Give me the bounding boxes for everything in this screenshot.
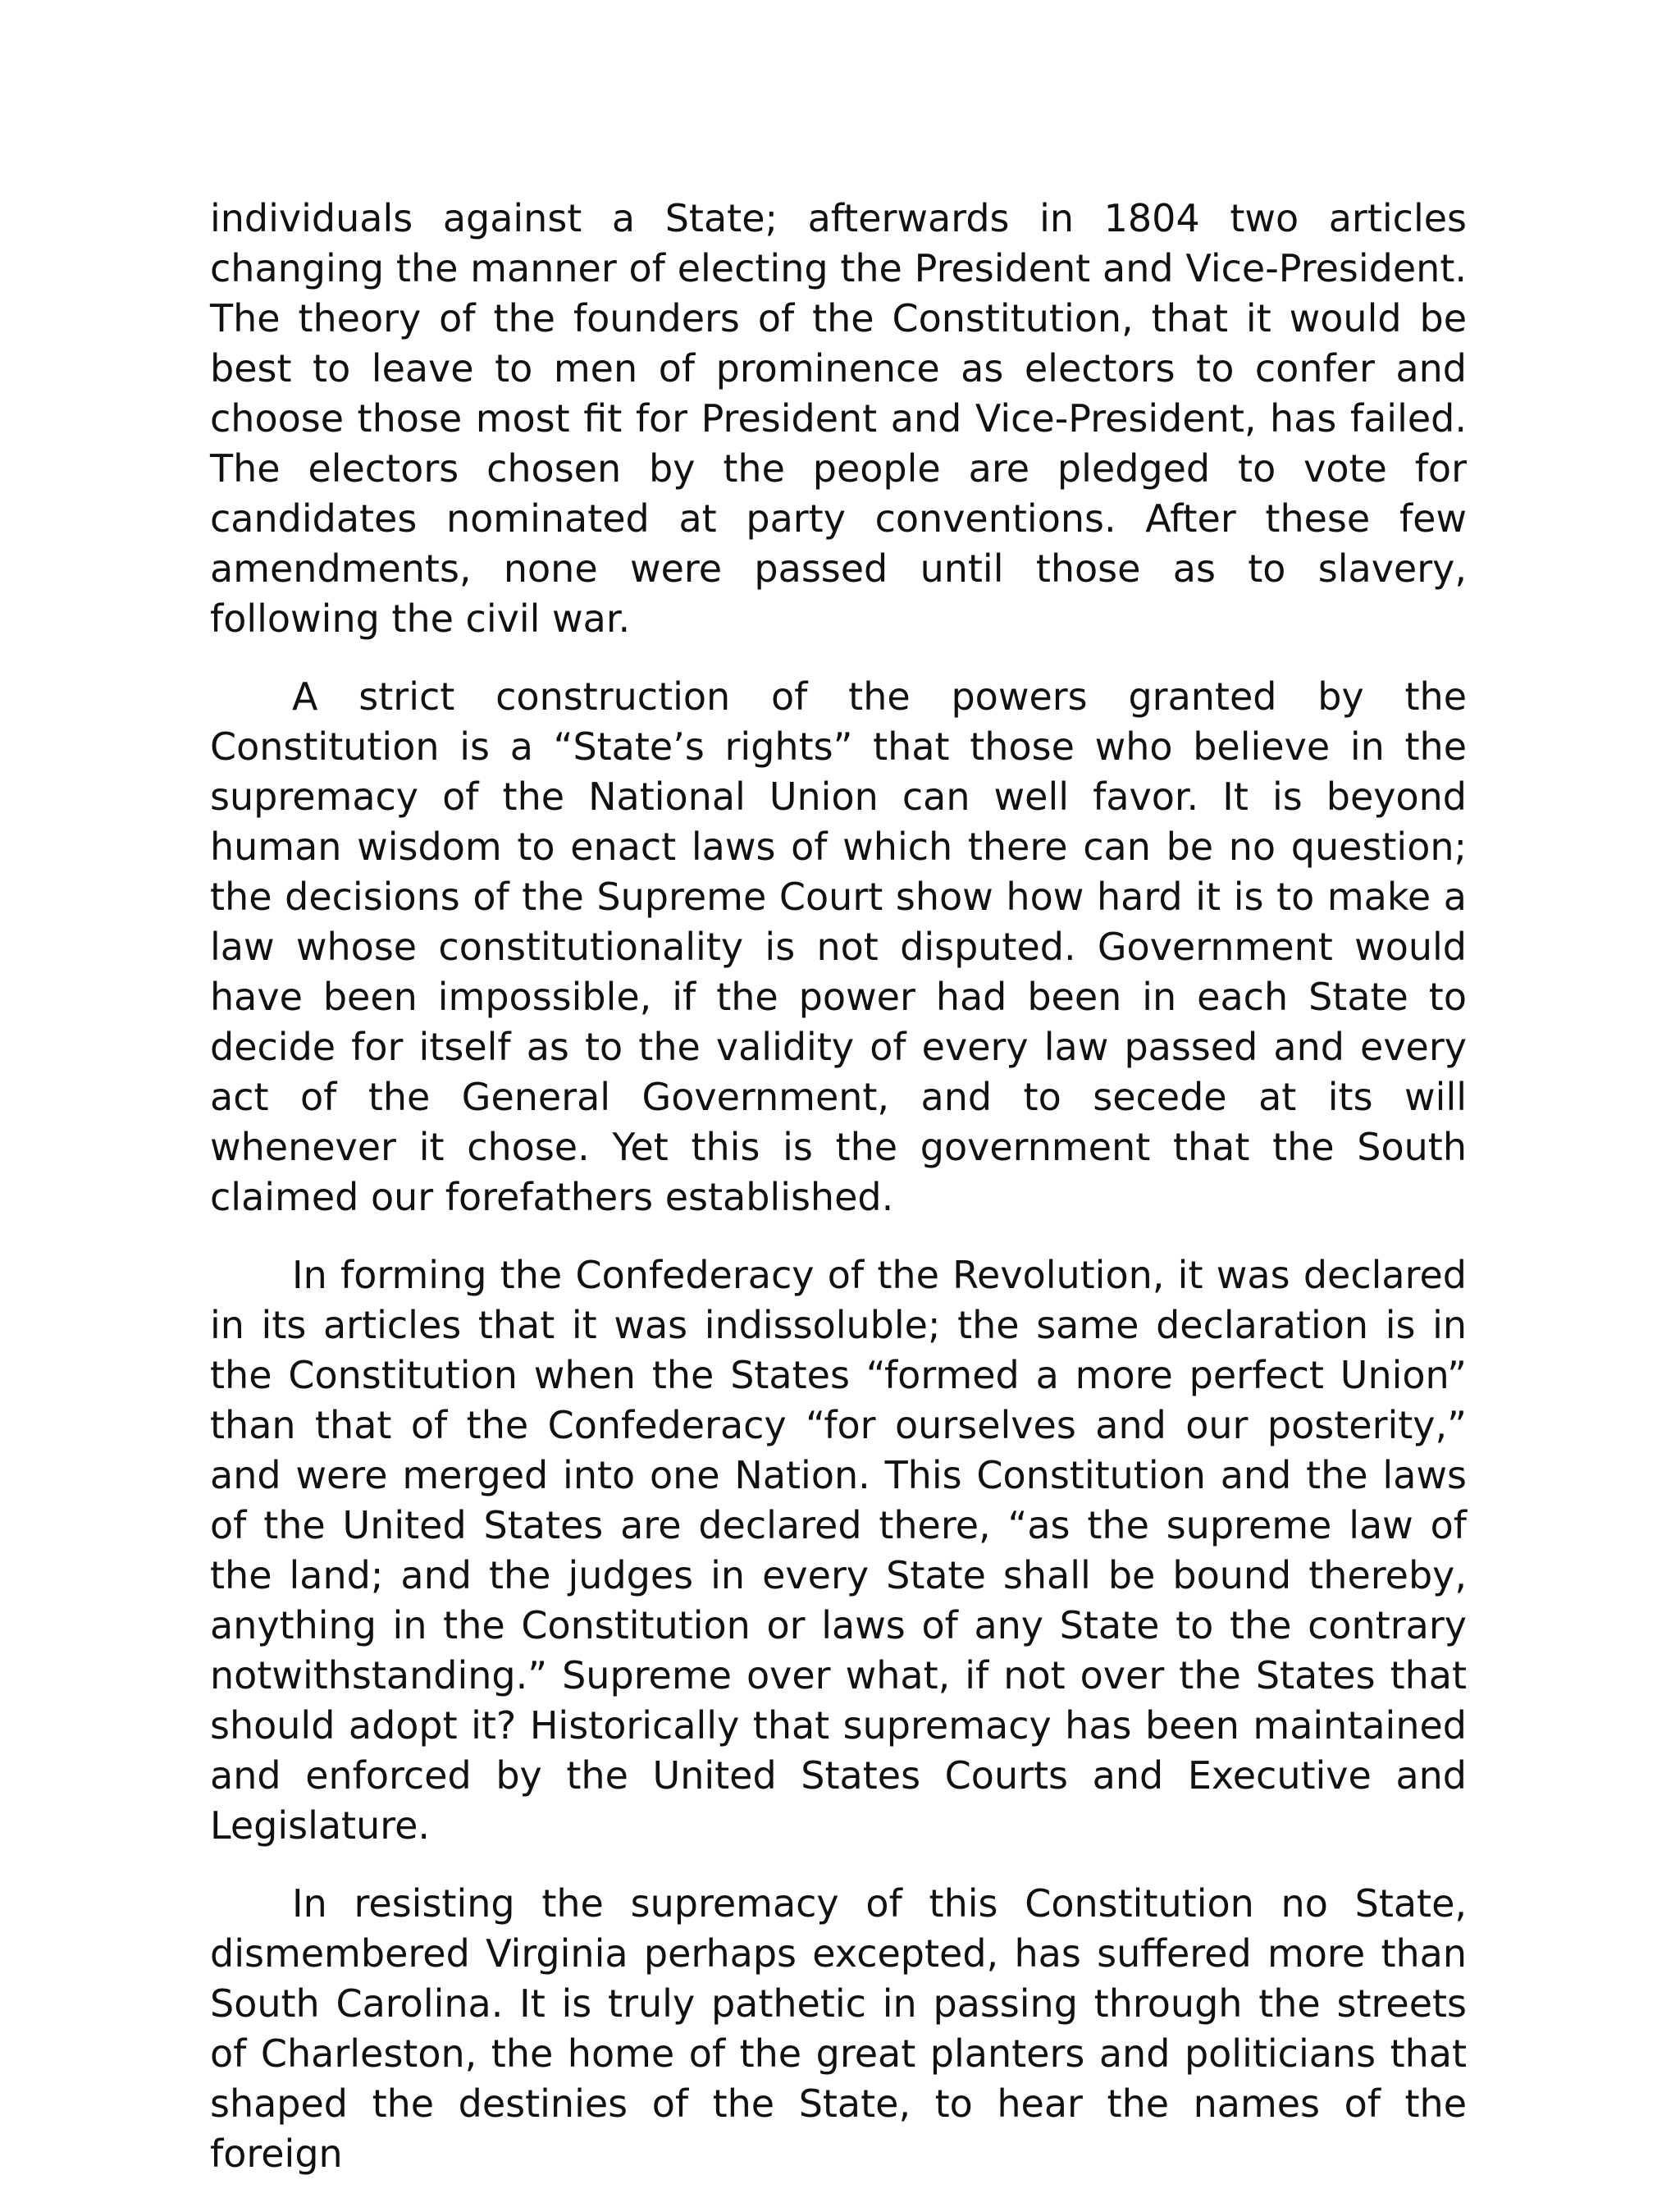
body-text [210, 194, 1467, 2207]
paragraph-1: individuals against a State; afterwards in 1804 two articles changing the manner of electing the President and Vice-President. The theory of the founders of the Constitution, that it would be best to leave to men of prominence as electors to confer and choose those most fit for President and Vice-President, has failed. The electors chosen by the people are pledged to vote for candidates nominated at party conventions. After these few amendments, none were passed until those as to slavery, following the civil war. [210, 196, 1467, 641]
paragraph-4: In resisting the supremacy of this Constitution no State, dismembered Virginia perhaps excepted, has suffered more than South Carolina. It is truly pathetic in passing through the streets of Charleston, the home of the great planters and politicians that shaped the destinies of the State, to hear the names of the foreign [210, 1881, 1467, 2176]
paragraph-2: A strict construction of the powers granted by the Constitution is a “State’s rights” that those who believe in the supremacy of the National Union can well favor. It is beyond human wisdom to enact laws of which there can be no question; the decisions of the Supreme Court show how hard it is to make a law whose constitutionality is not disputed. Government would have been impossible, if the power had been in each State to decide for itself as to the validity of every law passed and every act of the General Government, and to secede at its will whenever it chose. Yet this is the government that the South claimed our forefathers established. [210, 674, 1467, 1219]
paragraph-3: In forming the Confederacy of the Revolution, it was declared in its articles that it was indissoluble; the same declaration is in the Constitution when the States “formed a more perfect Union” than that of the Confederacy “for ourselves and our posterity,” and were merged into one Nation. This Constitution and the laws of the United States are declared there, “as the supreme law of the land; and the judges in every State shall be bound thereby, anything in the Constitution or laws of any State to the contrary notwithstanding.” Supreme over what, if not over the States that should adopt it? Historically that supremacy has been maintained and enforced by the United States Courts and Executive and Legislature. [210, 1253, 1467, 1848]
